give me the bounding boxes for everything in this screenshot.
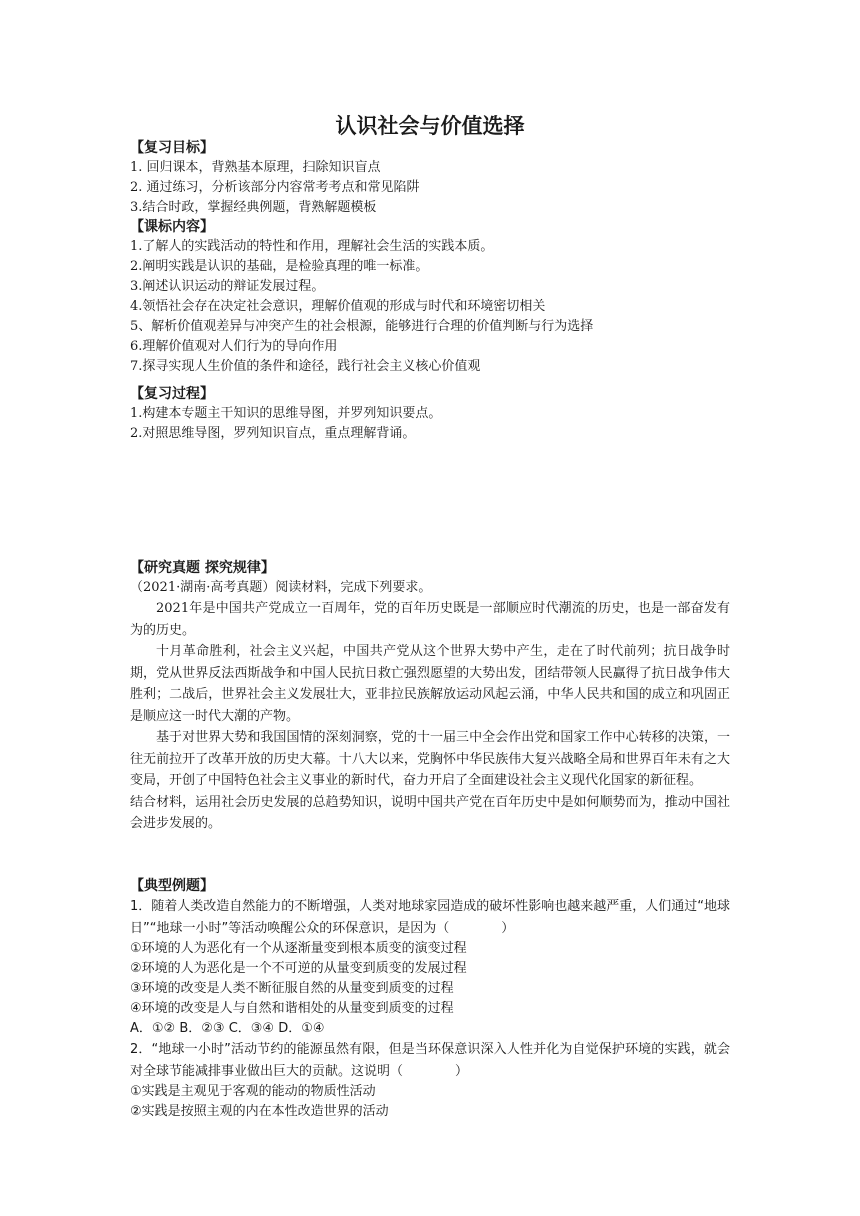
curriculum-item: 3.阐述认识运动的辩证发展过程。 xyxy=(130,279,325,294)
research-paragraph: 基于对世界大势和我国国情的深刻洞察，党的十一届三中全会作出党和国家工作中心转移的决策，一往无前拉开了改革开放的历史大幕。十八大以来，党胸怀中华民族伟大复兴战略全局和世界百年未有之大变局，开创了中国特色社会主义事业的新时代，奋力开启了全面建设社会主义现代化国家的新征程。 xyxy=(130,730,730,788)
curriculum-item: 7.探寻实现人生价值的条件和途径，践行社会主义核心价值观 xyxy=(130,359,481,374)
question-2-option: ②实践是按照主观的内在本性改造世界的活动 xyxy=(130,1104,389,1119)
review-goals-section xyxy=(130,138,730,218)
curriculum-item: 6.理解价值观对人们行为的导向作用 xyxy=(130,339,338,354)
question-1-choices: A．①② B．②③ C．③④ D．①④ xyxy=(130,1021,325,1036)
curriculum-heading: 【课标内容】 xyxy=(130,219,214,235)
question-1-stem: 1．随着人类改造自然能力的不断增强，人类对地球家园造成的破坏性影响也越来越严重，人们通过“地球日”“地球一小时”等活动唤醒公众的环保意识，是因为（ ） xyxy=(130,899,731,936)
research-paragraph: 十月革命胜利，社会主义兴起，中国共产党从这个世界大势中产生，走在了时代前列；抗日战争时期，党从世界反法西斯战争和中国人民抗日救亡强烈愿望的大势出发，团结带领人民赢得了抗日战争伟大胜利；二战后，世界社会主义发展壮大，亚非拉民族解放运动风起云涌，中华人民共和国的成立和巩固正是顺应这一时代大潮的产物。 xyxy=(130,644,730,724)
examples-heading: 【典型例题】 xyxy=(130,878,214,894)
research-paragraph: 2021年是中国共产党成立一百周年，党的百年历史既是一部顺应时代潮流的历史，也是一部奋发有为的历史。 xyxy=(130,601,730,638)
research-heading: 【研究真题 探究规律】 xyxy=(130,560,275,576)
curriculum-item: 1.了解人的实践活动的特性和作用，理解社会生活的实践本质。 xyxy=(130,239,494,254)
question-1-option: ③环境的改变是人类不断征服自然的从量变到质变的过程 xyxy=(130,981,454,996)
question-2-stem: 2．“地球一小时”活动节约的能源虽然有限，但是当环保意识深入人性并化为自觉保护环境的实践，就会对全球节能减排事业做出巨大的贡献。这说明（ ） xyxy=(130,1042,730,1079)
examples-section xyxy=(130,876,730,1122)
research-section xyxy=(130,558,730,835)
review-goal-item: 3.结合时政，掌握经典例题，背熟解题模板 xyxy=(130,200,377,215)
research-source: （2021·湖南·高考真题）阅读材料，完成下列要求。 xyxy=(130,580,432,595)
curriculum-section xyxy=(130,217,730,377)
process-section xyxy=(130,384,730,444)
question-1-option: ②环境的人为恶化是一个不可逆的从量变到质变的发展过程 xyxy=(130,961,467,976)
curriculum-item: 2.阐明实践是认识的基础，是检验真理的唯一标准。 xyxy=(130,259,429,274)
review-goals-heading: 【复习目标】 xyxy=(130,140,214,156)
review-goal-item: 1. 回归课本，背熟基本原理，扫除知识盲点 xyxy=(130,160,381,175)
curriculum-item: 5、解析价值观差异与冲突产生的社会根源，能够进行合理的价值判断与行为选择 xyxy=(130,319,594,334)
question-1-option: ④环境的改变是人与自然和谐相处的从量变到质变的过程 xyxy=(130,1001,454,1016)
curriculum-item: 4.领悟社会存在决定社会意识，理解价值观的形成与时代和环境密切相关 xyxy=(130,299,546,314)
process-item: 2.对照思维导图，罗列知识盲点，重点理解背诵。 xyxy=(130,426,416,441)
document-title: 认识社会与价值选择 xyxy=(335,114,525,138)
research-question: 结合材料，运用社会历史发展的总趋势知识，说明中国共产党在百年历史中是如何顺势而为，推动中国社会进步发展的。 xyxy=(130,794,730,831)
question-1-option: ①环境的人为恶化有一个从逐渐量变到根本质变的演变过程 xyxy=(130,941,467,956)
question-2-option: ①实践是主观见于客观的能动的物质性活动 xyxy=(130,1084,376,1099)
process-heading: 【复习过程】 xyxy=(130,386,214,402)
process-item: 1.构建本专题主干知识的思维导图，并罗列知识要点。 xyxy=(130,406,442,421)
review-goal-item: 2. 通过练习，分析该部分内容常考考点和常见陷阱 xyxy=(130,180,420,195)
